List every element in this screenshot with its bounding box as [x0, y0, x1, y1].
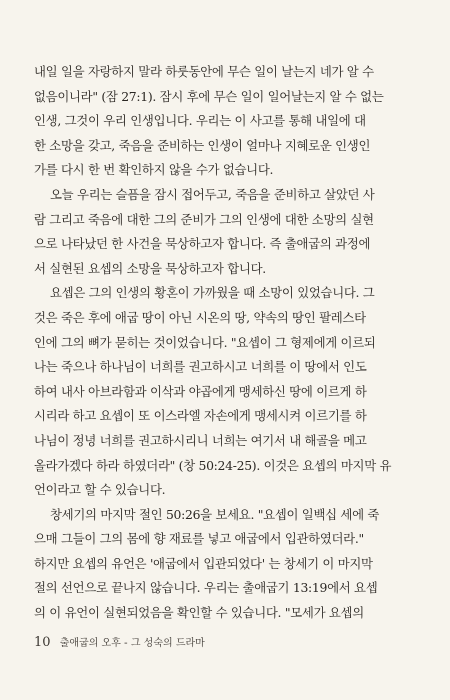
text-line: 하여 내사 아브라함과 이삭과 야곱에게 맹세하신 땅에 이르게 하 [34, 383, 367, 399]
text-line: 서 실현된 요셉의 소망을 묵상하고자 합니다. [34, 260, 266, 276]
text-line: 없음이니라" (잠 27:1). 잠시 후에 무슨 일이 일어날는지 알 수 없는 [34, 88, 384, 104]
text-line: 람 그리고 죽음에 대한 그의 준비가 그의 인생에 대한 소망의 실현 [34, 211, 374, 227]
text-line: 가를 다시 한 번 확인하지 않을 수가 없습니다. [34, 162, 274, 178]
text-line: 내일 일을 자랑하지 말라 하룻동안에 무슨 일이 날는지 네가 알 수 [34, 64, 374, 79]
text-line: 으매 그들이 그의 몸에 향 재료를 넣고 애굽에서 입관하였더라." [34, 531, 364, 547]
text-line: 언이라고 할 수 있습니다. [34, 482, 166, 498]
text-line: 창세기의 마지막 절인 50:26을 보세요. "요셉이 일백십 세에 죽 [50, 506, 380, 522]
text-line: 의 이 유언이 실현되었음을 확인할 수 있습니다. "모세가 요셉의 [34, 605, 364, 621]
text-line: 절의 선언으로 끝나지 않습니다. 우리는 출애굽기 13:19에서 요셉 [34, 580, 378, 596]
text-line: 요셉은 그의 인생의 황혼이 가까웠을 때 소망이 있었습니다. 그 [50, 285, 375, 301]
text-line: 오늘 우리는 슬픔을 잠시 접어두고, 죽음을 준비하고 살았던 사 [50, 186, 375, 202]
text-line: 나님이 정녕 너희를 권고하시리니 너희는 여기서 내 해골을 메고 [34, 432, 367, 448]
text-line: 으로 나타났던 한 사건을 묵상하고자 합니다. 즉 출애굽의 과정에 [34, 236, 371, 252]
text-line: 것은 죽은 후에 애굽 땅이 아닌 시온의 땅, 약속의 땅인 팔레스타 [34, 309, 366, 325]
text-line: 인에 그의 뼈가 묻히는 것이었습니다. "요셉이 그 형제에게 이르되 [34, 334, 376, 350]
running-title: 출애굽의 오후 - 그 성숙의 드라마 [59, 638, 205, 649]
page-footer [34, 634, 205, 650]
page-number: 10 [34, 635, 51, 650]
text-line: 시리라 하고 요셉이 또 이스라엘 자손에게 맹세시켜 이르기를 하 [34, 408, 367, 424]
body-text [34, 60, 416, 626]
text-line: 하지만 요셉의 유언은 '애굽에서 입관되었다' 는 창세기 이 마지막 [34, 555, 373, 571]
text-line: 인생, 그것이 우리 인생입니다. 우리는 이 사고를 통해 내일에 대 [34, 113, 366, 129]
text-line: 나는 죽으나 하나님이 너희를 권고하시고 너희를 이 땅에서 인도 [34, 359, 367, 375]
text-line: 올라가겠다 하라 하였더라" (창 50:24-25). 이것은 요셉의 마지막 유 [34, 457, 392, 473]
text-line: 한 소망을 갖고, 죽음을 준비하는 인생이 얼마나 지혜로운 인생인 [34, 137, 371, 153]
